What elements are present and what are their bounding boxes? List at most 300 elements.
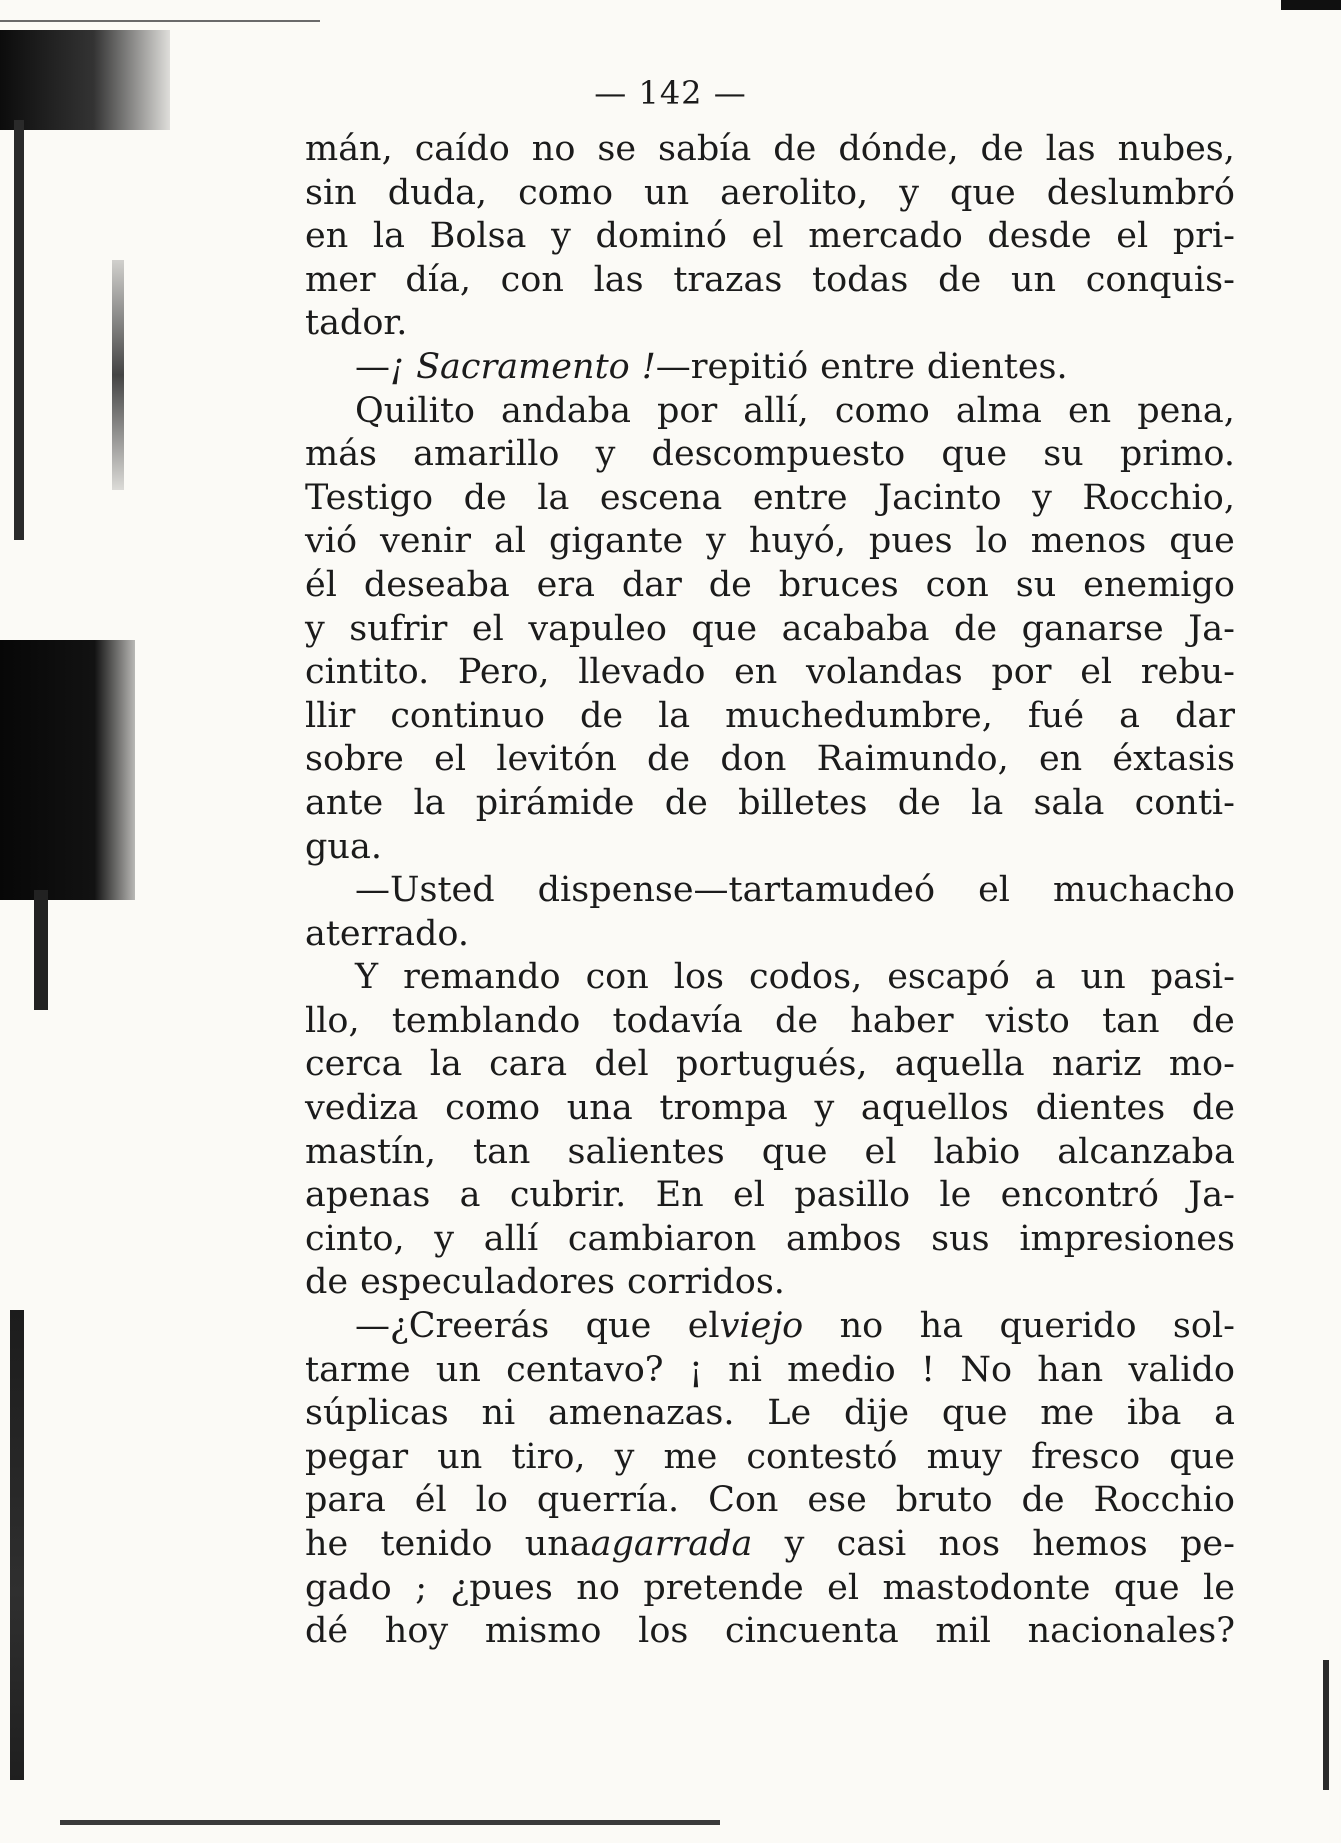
text-line [305,1610,1235,1654]
text-line [305,1392,1235,1436]
word: le [1203,1567,1235,1608]
word: el [733,1175,765,1216]
text-line [305,346,1235,390]
text-line [305,302,1235,346]
word: menos [1030,521,1147,562]
scan-edge-artifact [1281,0,1341,10]
word: cara [489,1044,568,1085]
word: que [1169,1436,1235,1477]
word: rebu- [1140,652,1235,693]
text-line [305,695,1235,739]
word: llo, [305,1000,360,1041]
word: sin [305,172,357,213]
text-line [305,390,1235,434]
word: el [978,870,1010,911]
word: que [585,1306,652,1347]
word: en [1067,390,1112,431]
word: mer [305,259,376,300]
text-line [305,1043,1235,1087]
word: aquella [894,1044,1025,1085]
word: sobre [305,739,404,780]
text-line [305,1087,1235,1131]
word: no [839,1306,884,1347]
word: nariz [1051,1044,1142,1085]
word: un [1010,259,1057,300]
word: él [305,564,337,605]
text-line [305,913,1235,957]
word: tarme [305,1349,411,1390]
word: pe- [1179,1524,1235,1564]
word: especuladores [360,1262,616,1303]
scan-edge-artifact [14,120,24,540]
word: al [493,521,526,562]
word: billetes [738,782,868,823]
word: que [941,434,1008,475]
word: ha [919,1306,964,1347]
word: gado [305,1567,392,1608]
word: de [1021,1480,1065,1521]
scan-edge-artifact [0,640,135,900]
page-number: — 142 — [594,74,747,112]
word: del [594,1044,649,1085]
word: se [597,129,637,169]
word: en [305,216,349,257]
word: unaagarrada [524,1524,753,1564]
word: me [663,1436,718,1477]
text-line [305,738,1235,782]
text-line [305,520,1235,564]
word: ni [728,1349,762,1390]
word: una [566,1088,633,1129]
word: no [531,129,576,169]
word: bruces [778,564,899,605]
word: el [751,216,784,257]
word: visto [985,1000,1070,1041]
word: nubes, [1117,129,1235,169]
word: por [656,390,718,431]
text-line [305,1261,1235,1305]
word: que [950,172,1016,213]
word: don [720,739,787,780]
word: de [938,259,982,300]
text-line [305,826,1235,870]
word: como [518,172,614,213]
word: ; [415,1567,427,1608]
word: el [1080,652,1113,693]
word: de [1191,1000,1235,1041]
word: dar [1174,695,1235,736]
word: pasillo [794,1175,911,1216]
word: pasi- [1150,957,1235,998]
word: día, [405,259,471,300]
word: dientes [1035,1088,1166,1129]
word: caído [414,129,510,169]
word: pegar [305,1436,409,1477]
text-line [305,215,1235,259]
word: —¿Creerás [355,1306,550,1347]
word: hemos [1032,1524,1148,1564]
word: querría. [536,1480,680,1521]
word: impresiones [1019,1218,1235,1259]
word: corridos. [627,1262,785,1303]
word: mastodonte [882,1567,1091,1608]
word: deseaba [363,564,510,605]
text-line [305,782,1235,826]
word: que [1113,1567,1180,1608]
word: muchedumbre, [725,695,993,736]
scan-edge-artifact [10,1310,24,1780]
word: que [761,1131,828,1172]
word: escena [599,477,723,518]
word: hoy [384,1611,449,1652]
word: dispense—tartamudeó [537,870,936,911]
word: ese [807,1480,867,1521]
word: de [708,564,752,605]
word: Quilito [355,390,475,431]
word: labio [933,1131,1021,1172]
word: de [647,739,691,780]
word: con [585,957,649,998]
word: de [305,1262,349,1303]
word: pri- [1172,216,1235,257]
word: descompuesto [651,434,906,475]
word: desde [987,216,1092,257]
word: aerolito, [720,172,869,213]
word: pretende [643,1567,804,1608]
word: salientes [567,1131,725,1172]
word: nacionales? [1027,1611,1235,1652]
text-line [305,608,1235,652]
word: que [691,608,758,649]
word: y [305,608,325,649]
word: Con [708,1480,779,1521]
word: él [414,1480,447,1521]
word: y [814,1088,835,1129]
word: conti- [1134,782,1235,823]
word: mastín, [305,1131,436,1172]
scan-edge-artifact [112,260,124,490]
text-line [305,564,1235,608]
word: que [941,1393,1008,1434]
word: En [655,1175,704,1216]
word: y [551,216,571,257]
word: el [827,1567,860,1608]
word: como [834,390,930,431]
word: lo [975,521,1008,562]
word: Rocchio, [1082,477,1235,518]
word: la [429,1044,462,1085]
word: vediza [305,1088,419,1129]
text-line [305,1218,1235,1262]
word: sala [1033,782,1105,823]
word: ganarse [1021,608,1164,649]
word: conquis- [1085,259,1235,300]
word: de [664,782,708,823]
word: valido [1128,1349,1235,1390]
word: ante [305,782,384,823]
word: para [305,1480,386,1521]
word: pirámide [475,782,635,823]
word: !—repitió [641,346,809,387]
word: muchacho [1053,870,1235,911]
word: el [864,1131,897,1172]
scan-edge-artifact [0,20,320,22]
word: iba [1126,1393,1182,1434]
word: allí, [743,390,809,431]
text-line [305,1000,1235,1044]
word: y [706,521,726,562]
word: cinto, [305,1218,405,1259]
word: pues [868,521,953,562]
word: remando [403,957,561,998]
word: medio [787,1349,896,1390]
text-line [305,1131,1235,1175]
text-line [305,259,1235,303]
word: de [897,782,941,823]
word: cambiaron [567,1218,757,1259]
word: ¡ [688,1349,703,1390]
word: un [1080,957,1126,998]
word: mán, [305,129,393,169]
word: huyó, [748,521,846,562]
word: Raimundo, [816,739,1009,780]
word: muy [926,1436,1003,1477]
word: Testigo [305,477,434,518]
word: ambos [786,1218,902,1259]
word: No [960,1349,1013,1390]
word: alcanzaba [1057,1131,1235,1172]
word: dé [305,1611,349,1652]
word: dije [843,1393,910,1434]
word: Rocchio [1093,1480,1235,1521]
text-line [305,433,1235,477]
word: fué [1027,695,1085,736]
text-line [305,172,1235,216]
word: Ja- [1188,1175,1235,1216]
word: contestó [746,1436,898,1477]
word: me [1040,1393,1095,1434]
word: cerca [305,1044,403,1085]
word: Sacramento [416,346,630,387]
word: dominó [595,216,727,257]
word: la [372,216,405,257]
text-line [305,477,1235,521]
word: haber [850,1000,954,1041]
word: era [536,564,595,605]
word: la [413,782,446,823]
word: vió [305,521,358,562]
word: Jacinto [878,477,1002,518]
word: su [1043,434,1084,475]
word: entre [820,346,915,387]
word: elviejo [687,1306,804,1347]
word: llir [305,695,356,736]
word: de [774,1000,819,1041]
word: y [614,1436,635,1477]
word: súplicas [305,1393,449,1434]
word: vapuleo [528,608,667,649]
word: ¿pues [450,1567,553,1608]
word: de [579,695,624,736]
word: han [1037,1349,1104,1390]
scan-edge-artifact [34,890,48,1010]
word: portugués, [675,1044,868,1085]
word: entre [752,477,848,518]
word: la [658,695,691,736]
word: pena, [1137,390,1235,431]
word: escapó [887,957,1010,998]
word: por [991,652,1052,693]
text-line [305,128,1235,172]
text-line [305,1349,1235,1393]
text-line [305,651,1235,695]
word: en [1038,739,1083,780]
word: duda, [387,172,488,213]
word: la [537,477,570,518]
word: todas [812,259,909,300]
word: continuo [390,695,545,736]
word: querido [999,1306,1137,1347]
word: de [463,477,507,518]
word: sabía [658,129,752,169]
word: enemigo [1083,564,1235,605]
text-line [305,869,1235,913]
word: levitón [496,739,617,780]
word: de [980,129,1024,169]
word: los [638,1611,689,1652]
word: con [500,259,564,300]
word: como [445,1088,541,1129]
word: amarillo [413,434,560,475]
word: las [1045,129,1096,169]
word: dar [621,564,682,605]
word: ! [920,1349,936,1390]
word: tador. [305,303,408,344]
word: la [971,782,1004,823]
word: gigante [548,521,684,562]
word: cintito. [305,652,430,693]
word: volandas [805,652,963,693]
word: —Usted [355,870,495,911]
word: llevado [578,652,706,693]
word: los [673,957,724,998]
word: cincuenta [725,1611,899,1652]
word: aquellos [860,1088,1009,1129]
word: gua. [305,826,382,867]
word: el [1116,216,1149,257]
word: centavo? [506,1349,664,1390]
word: a [1034,957,1056,998]
word: todavía [612,1000,743,1041]
text-line [305,956,1235,1000]
word: ni [481,1393,516,1434]
word: Pero, [457,652,550,693]
word: mercado [808,216,963,257]
word: un [437,1436,483,1477]
word: éxtasis [1112,739,1235,780]
word: casi [836,1524,907,1564]
word: andaba [501,390,631,431]
word: en [734,652,778,693]
word: a [459,1175,481,1216]
word: tan [473,1131,531,1172]
word: nos [938,1524,1001,1564]
word: cubrir. [509,1175,627,1216]
word: sufrir [349,608,448,649]
word: Bolsa [429,216,527,257]
word: dientes. [926,346,1068,387]
word: fresco [1031,1436,1141,1477]
word: mil [935,1611,991,1652]
word: —¡ [355,346,405,387]
word: trazas [673,259,783,300]
word: de [1191,1088,1235,1129]
word: de [953,608,998,649]
word: su [1015,564,1057,605]
word: allí [483,1218,539,1259]
word: deslumbró [1046,172,1235,213]
word: primo. [1119,434,1235,475]
scan-edge-artifact [60,1820,720,1825]
word: tenido [380,1524,493,1564]
word: tiro, [511,1436,586,1477]
word: un [435,1349,481,1390]
word: no [576,1567,620,1608]
word: aterrado. [305,913,469,954]
text-line [305,1567,1235,1611]
body-text [305,128,1235,1654]
word: mo- [1168,1044,1235,1085]
word: sus [931,1218,990,1259]
word: a [1214,1393,1235,1434]
word: temblando [391,1000,581,1041]
word: y [434,1218,455,1259]
word: el [471,608,504,649]
word: Y [355,957,379,998]
word: más [305,434,378,475]
word: el [434,739,467,780]
text-line [305,1305,1235,1349]
word: que [1169,521,1235,562]
word: sol- [1172,1306,1235,1347]
word: un [644,172,690,213]
word: codos, [748,957,863,998]
word: bruto [895,1480,993,1521]
word: apenas [305,1175,431,1216]
word: dónde, [838,129,959,169]
word: de [773,129,817,169]
word: acababa [781,608,930,649]
word: venir [380,521,471,562]
word: lo [475,1480,508,1521]
word: con [925,564,989,605]
word: encontró [1000,1175,1159,1216]
word: tan [1102,1000,1160,1041]
word: he [305,1524,349,1564]
word: y [784,1524,805,1564]
word: alma [955,390,1042,431]
word: y [899,172,919,213]
text-line [305,1523,1235,1567]
word: las [593,259,644,300]
word: le [939,1175,972,1216]
text-line [305,1436,1235,1480]
word: y [595,434,616,475]
scan-edge-artifact [1323,1660,1329,1790]
text-line [305,1479,1235,1523]
word: trompa [659,1088,788,1129]
word: mismo [484,1611,602,1652]
